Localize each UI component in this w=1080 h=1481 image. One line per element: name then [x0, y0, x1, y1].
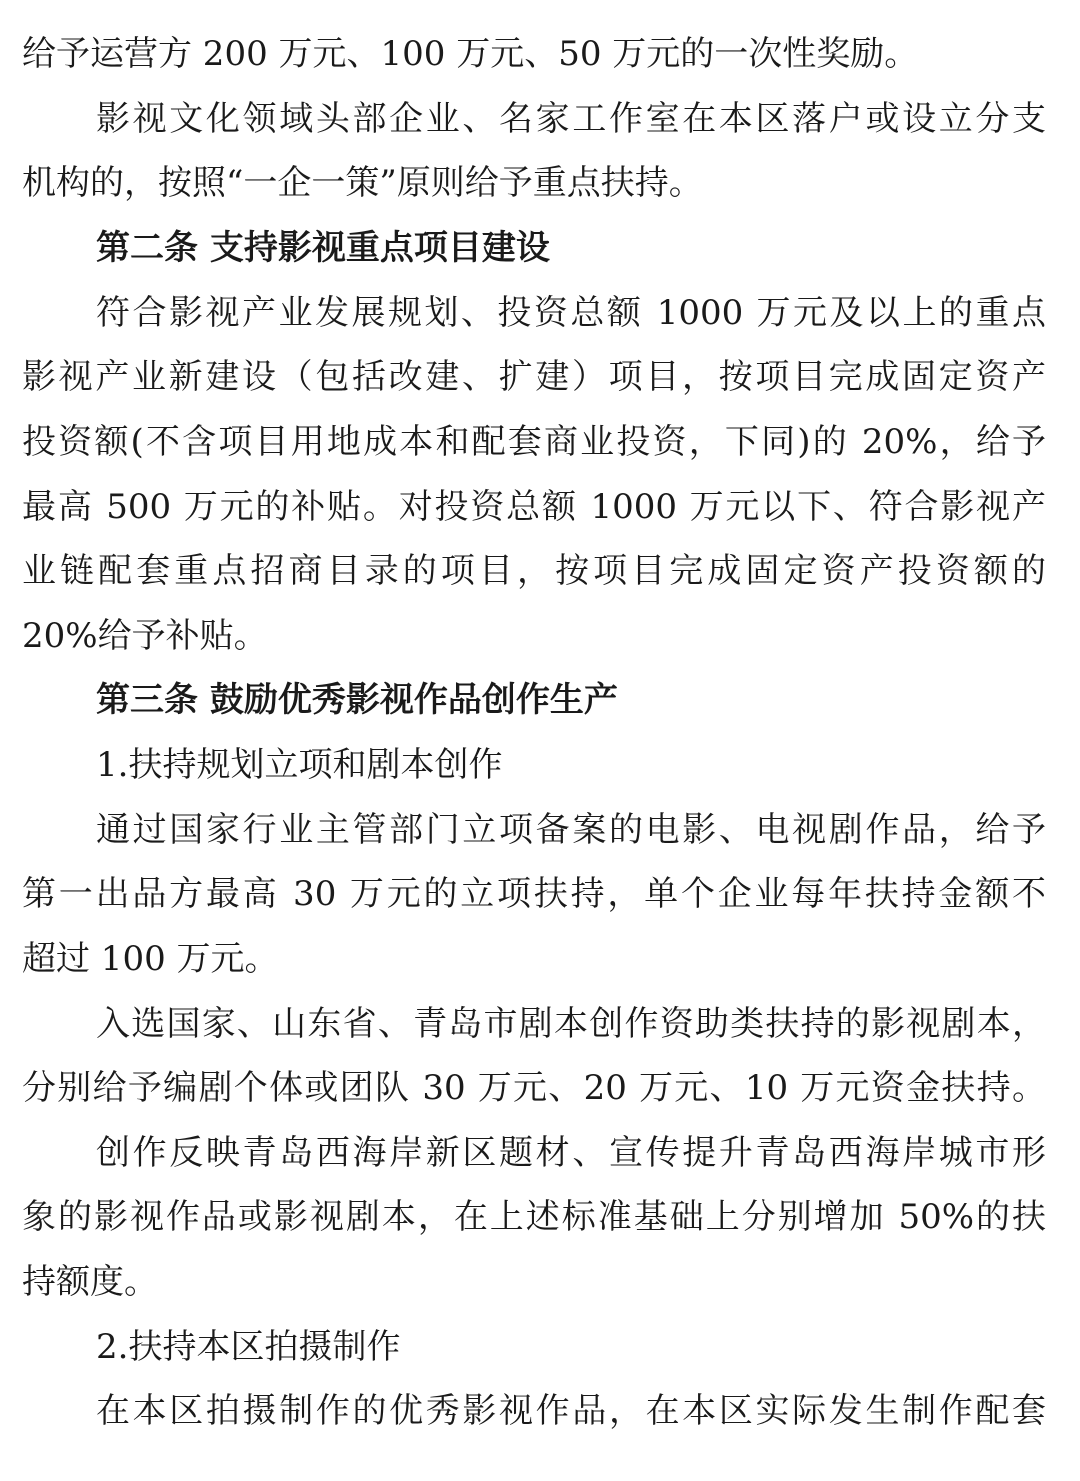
- paragraph-line: 影视文化领域头部企业、名家工作室在本区落户或设立分支: [96, 99, 1046, 139]
- subsection-heading: 2.扶持本区拍摄制作: [96, 1327, 401, 1367]
- paragraph-line: 第一出品方最高 30 万元的立项扶持，单个企业每年扶持金额不: [22, 874, 1046, 914]
- paragraph-line: 象的影视作品或影视剧本，在上述标准基础上分别增加 50%的扶: [22, 1197, 1046, 1237]
- subsection-heading: 1.扶持规划立项和剧本创作: [96, 745, 503, 785]
- paragraph-line: 入选国家、山东省、青岛市剧本创作资助类扶持的影视剧本，: [96, 1004, 1046, 1044]
- paragraph-line: 20%给予补贴。: [22, 616, 268, 656]
- paragraph-line: 持额度。: [22, 1262, 158, 1302]
- paragraph-line: 业链配套重点招商目录的项目，按项目完成固定资产投资额的: [22, 551, 1046, 591]
- paragraph-line: 影视产业新建设（包括改建、扩建）项目，按项目完成固定资产: [22, 357, 1046, 397]
- section-heading: 第二条 支持影视重点项目建设: [96, 228, 550, 268]
- paragraph-line: 符合影视产业发展规划、投资总额 1000 万元及以上的重点: [96, 293, 1046, 333]
- paragraph-line: 机构的，按照“一企一策”原则给予重点扶持。: [22, 163, 703, 203]
- paragraph-line: 超过 100 万元。: [22, 939, 279, 979]
- paragraph-line: 创作反映青岛西海岸新区题材、宣传提升青岛西海岸城市形: [96, 1133, 1046, 1173]
- paragraph-line: 投资额(不含项目用地成本和配套商业投资，下同)的 20%，给予: [22, 422, 1046, 462]
- paragraph-line: 最高 500 万元的补贴。对投资总额 1000 万元以下、符合影视产: [22, 487, 1046, 527]
- paragraph-line: 通过国家行业主管部门立项备案的电影、电视剧作品，给予: [96, 810, 1046, 850]
- paragraph-line: 分别给予编剧个体或团队 30 万元、20 万元、10 万元资金扶持。: [22, 1068, 1046, 1108]
- paragraph-line: 给予运营方 200 万元、100 万元、50 万元的一次性奖励。: [22, 34, 919, 74]
- section-heading: 第三条 鼓励优秀影视作品创作生产: [96, 680, 618, 720]
- paragraph-line: 在本区拍摄制作的优秀影视作品，在本区实际发生制作配套: [96, 1391, 1046, 1431]
